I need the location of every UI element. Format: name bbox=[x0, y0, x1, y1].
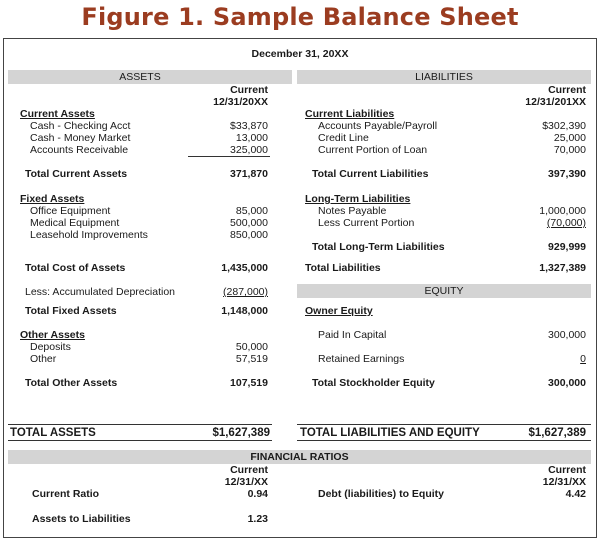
total-liabilities-value: 1,327,389 bbox=[539, 262, 586, 274]
current-ratio-value: 0.94 bbox=[247, 488, 268, 500]
total-fixed-assets-value: 1,148,000 bbox=[221, 305, 268, 317]
liability-value: 70,000 bbox=[553, 144, 586, 156]
total-long-term-liabilities-label: Total Long-Term Liabilities bbox=[312, 241, 445, 253]
asset-label: Office Equipment bbox=[30, 205, 111, 217]
equity-value: 300,000 bbox=[548, 329, 586, 341]
liability-value: 25,000 bbox=[553, 132, 586, 144]
asset-label: Leasehold Improvements bbox=[30, 229, 148, 241]
debt-to-equity-value: 4.42 bbox=[565, 488, 586, 500]
total-other-assets-value: 107,519 bbox=[230, 377, 268, 389]
total-fixed-assets-label: Total Fixed Assets bbox=[25, 305, 117, 317]
subtotal-rule bbox=[188, 156, 270, 157]
equity-label: Paid In Capital bbox=[318, 329, 387, 341]
asset-value: 13,000 bbox=[235, 132, 268, 144]
asset-value: 57,519 bbox=[235, 353, 268, 365]
total-current-assets-value: 371,870 bbox=[230, 168, 268, 180]
assets-to-liabilities-value: 1.23 bbox=[247, 513, 268, 525]
asset-label: Accounts Receivable bbox=[30, 144, 129, 156]
asset-value: 500,000 bbox=[230, 217, 268, 229]
fixed-assets-heading: Fixed Assets bbox=[20, 193, 85, 205]
assets-to-liabilities-label: Assets to Liabilities bbox=[32, 513, 131, 525]
asset-value: $33,870 bbox=[230, 120, 268, 132]
assets-col-head-2: 12/31/20XX bbox=[213, 96, 268, 108]
total-assets-bottom-rule bbox=[8, 440, 272, 441]
liability-label: Accounts Payable/Payroll bbox=[318, 120, 438, 132]
total-current-liabilities-value: 397,390 bbox=[548, 168, 586, 180]
total-cost-of-assets-label: Total Cost of Assets bbox=[25, 262, 126, 274]
ratios-right-col-head-1: Current bbox=[548, 464, 586, 476]
total-assets-value: $1,627,389 bbox=[212, 427, 270, 439]
total-current-assets-label: Total Current Assets bbox=[25, 168, 128, 180]
depreciation-label: Less: Accumulated Depreciation bbox=[25, 286, 175, 298]
total-stockholder-equity-label: Total Stockholder Equity bbox=[312, 377, 435, 389]
debt-to-equity-label: Debt (liabilities) to Equity bbox=[318, 488, 445, 500]
liability-value: (70,000) bbox=[546, 217, 586, 229]
total-liabilities-equity-label: TOTAL LIABILITIES AND EQUITY bbox=[300, 427, 480, 439]
ratios-header: FINANCIAL RATIOS bbox=[250, 451, 349, 463]
liability-value: 1,000,000 bbox=[539, 205, 586, 217]
depreciation-value: (287,000) bbox=[223, 286, 268, 298]
asset-value: 850,000 bbox=[230, 229, 268, 241]
statement-date: December 31, 20XX bbox=[251, 48, 349, 60]
current-assets-heading: Current Assets bbox=[20, 108, 95, 120]
liability-label: Current Portion of Loan bbox=[318, 144, 428, 156]
asset-label: Other bbox=[30, 353, 57, 365]
liability-value: $302,390 bbox=[542, 120, 586, 132]
liability-label: Notes Payable bbox=[318, 205, 387, 217]
equity-label: Retained Earnings bbox=[318, 353, 405, 365]
total-le-top-rule bbox=[297, 424, 591, 425]
ratios-right-col-head-2: 12/31/XX bbox=[542, 476, 586, 488]
total-assets-top-rule bbox=[8, 424, 272, 425]
equity-value: 0 bbox=[580, 353, 586, 365]
liability-label: Less Current Portion bbox=[318, 217, 415, 229]
equity-header: EQUITY bbox=[424, 285, 464, 297]
total-other-assets-label: Total Other Assets bbox=[25, 377, 118, 389]
total-le-bottom-rule bbox=[297, 440, 591, 441]
other-assets-heading: Other Assets bbox=[20, 329, 85, 341]
current-liabilities-heading: Current Liabilities bbox=[305, 108, 395, 120]
total-stockholder-equity-value: 300,000 bbox=[548, 377, 586, 389]
asset-label: Deposits bbox=[30, 341, 71, 353]
asset-value: 85,000 bbox=[235, 205, 268, 217]
page-title: Figure 1. Sample Balance Sheet bbox=[81, 3, 519, 31]
assets-col-head-1: Current bbox=[230, 84, 268, 96]
long-term-liabilities-heading: Long-Term Liabilities bbox=[305, 193, 411, 205]
total-long-term-liabilities-value: 929,999 bbox=[548, 241, 586, 253]
total-cost-of-assets-value: 1,435,000 bbox=[221, 262, 268, 274]
total-assets-label: TOTAL ASSETS bbox=[10, 427, 96, 439]
total-liabilities-label: Total Liabilities bbox=[305, 262, 381, 274]
total-liabilities-equity-value: $1,627,389 bbox=[528, 427, 586, 439]
asset-label: Cash - Checking Acct bbox=[30, 120, 131, 132]
liabilities-col-head-2: 12/31/201XX bbox=[525, 96, 586, 108]
assets-header: ASSETS bbox=[119, 71, 161, 83]
owner-equity-heading: Owner Equity bbox=[305, 305, 373, 317]
asset-value: 325,000 bbox=[230, 144, 268, 156]
liability-label: Credit Line bbox=[318, 132, 369, 144]
asset-label: Cash - Money Market bbox=[30, 132, 131, 144]
ratios-left-col-head-1: Current bbox=[230, 464, 268, 476]
ratios-left-col-head-2: 12/31/XX bbox=[224, 476, 268, 488]
total-current-liabilities-label: Total Current Liabilities bbox=[312, 168, 429, 180]
asset-label: Medical Equipment bbox=[30, 217, 120, 229]
current-ratio-label: Current Ratio bbox=[32, 488, 100, 500]
liabilities-header: LIABILITIES bbox=[415, 71, 473, 83]
asset-value: 50,000 bbox=[235, 341, 268, 353]
liabilities-col-head-1: Current bbox=[548, 84, 586, 96]
